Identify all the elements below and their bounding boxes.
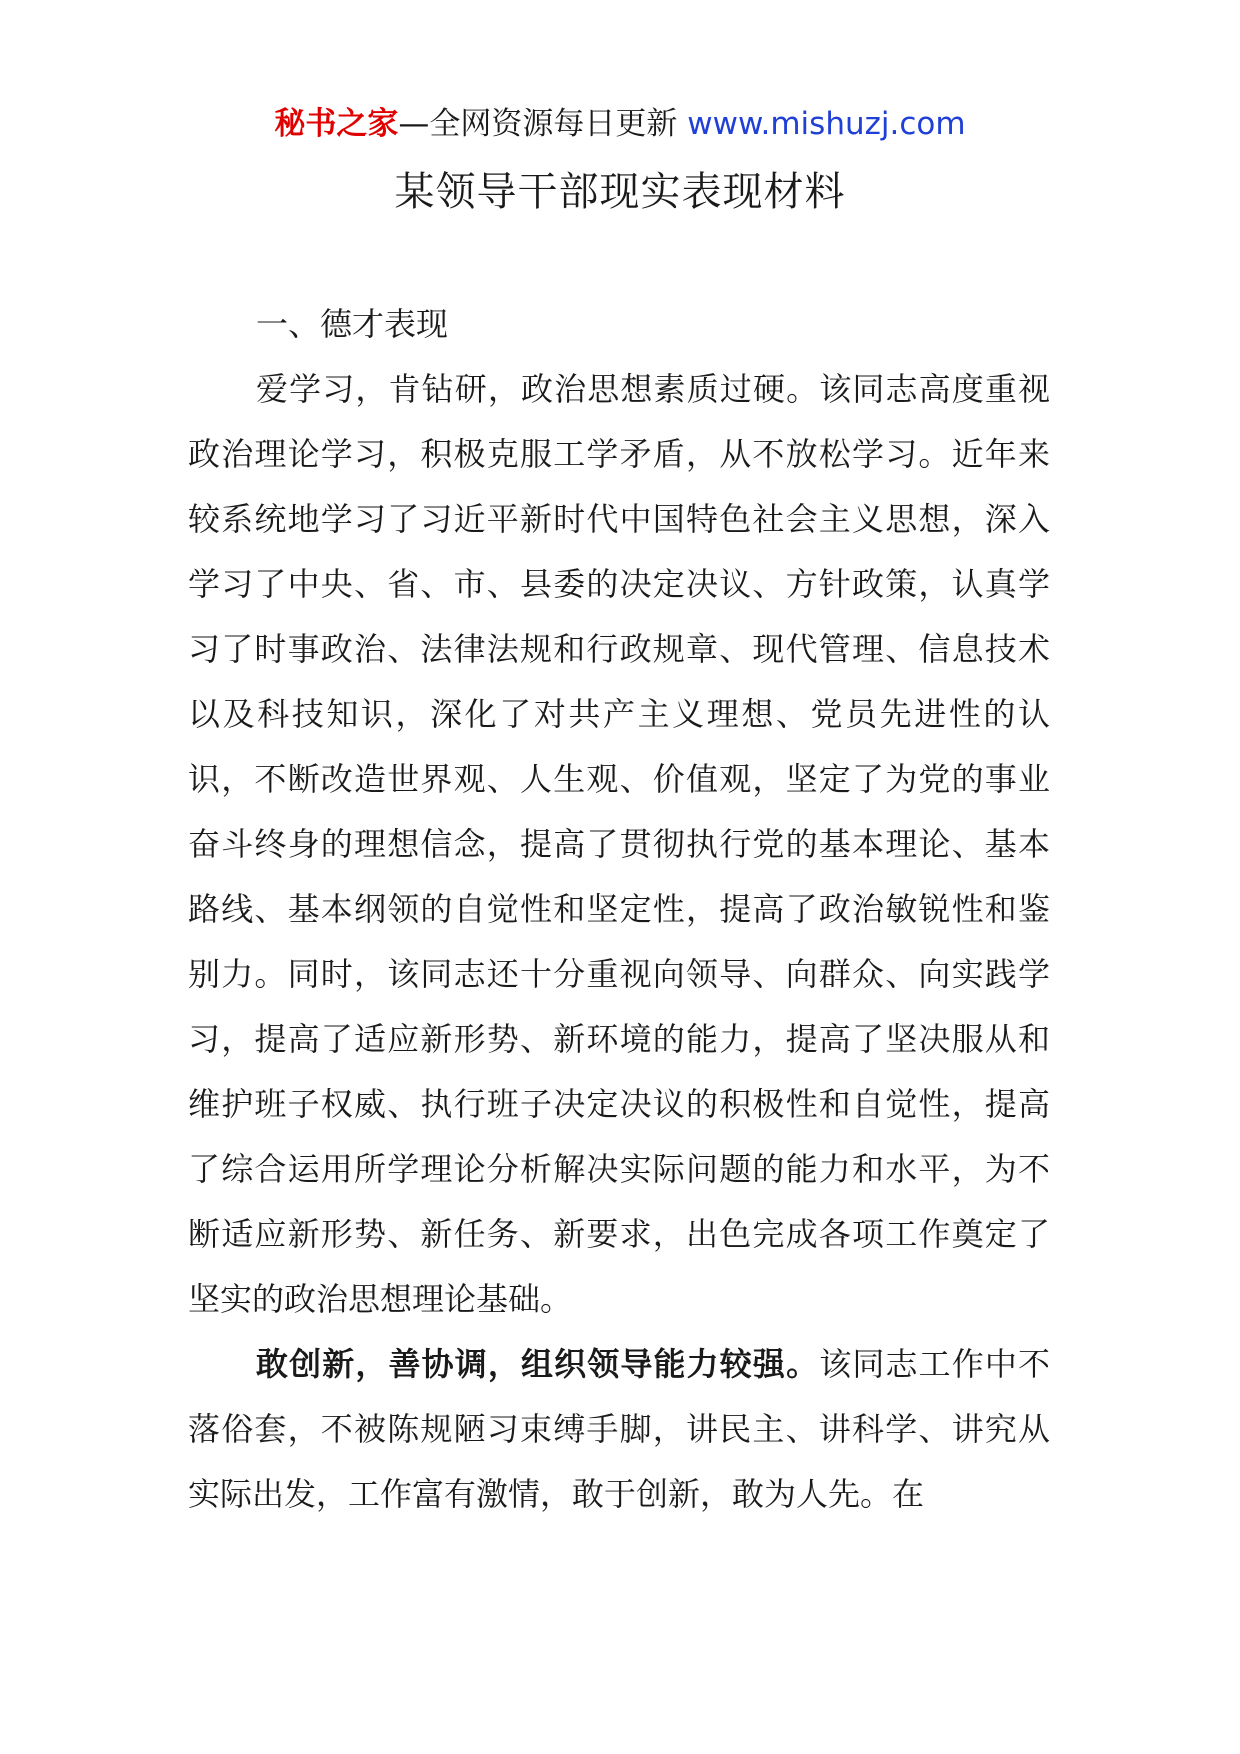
paragraph-lead-bold: 敢创新，善协调，组织领导能力较强。 xyxy=(256,1345,820,1383)
paragraph-text: 该同志工作中不落俗套，不被陈规陋习束缚手脚，讲民主、讲科学、讲究从实际出发，工作富有激情，敢于创新，敢为人先。在 xyxy=(188,1345,1050,1513)
document-body xyxy=(188,292,1050,1527)
site-header xyxy=(0,100,1240,148)
site-slogan: —全网资源每日更新 xyxy=(398,106,678,142)
section-heading: 一、德才表现 xyxy=(256,305,449,343)
document-title: 某领导干部现实表现材料 xyxy=(394,169,846,215)
paragraph-study: 爱学习，肯钻研，政治思想素质过硬。该同志高度重视政治理论学习，积极克服工学矛盾，从不放松学习。近年来较系统地学习了习近平新时代中国特色社会主义思想，深入学习了中央、省、市、县委的决定决议、方针政策，认真学习了时事政治、法律法规和行政规章、现代管理、信息技术以及科技知识，深化了对共产主义理想、党员先进性的认识，不断改造世界观、人生观、价值观，坚定了为党的事业奋斗终身的理想信念，提高了贯彻执行党的基本理论、基本路线、基本纲领的自觉性和坚定性，提高了政治敏锐性和鉴别力。同时，该同志还十分重视向领导、向群众、向实践学习，提高了适应新形势、新环境的能力，提高了坚决服从和维护班子权威、执行班子决定决议的积极性和自觉性，提高了综合运用所学理论分析解决实际问题的能力和水平，为不断适应新形势、新任务、新要求，出色完成各项工作奠定了坚实的政治思想理论基础。 xyxy=(188,370,1050,1318)
paragraph-innovation xyxy=(188,1332,1050,1527)
site-brand: 秘书之家 xyxy=(274,106,399,142)
site-url-link[interactable]: www.mishuzj.com xyxy=(687,106,966,142)
